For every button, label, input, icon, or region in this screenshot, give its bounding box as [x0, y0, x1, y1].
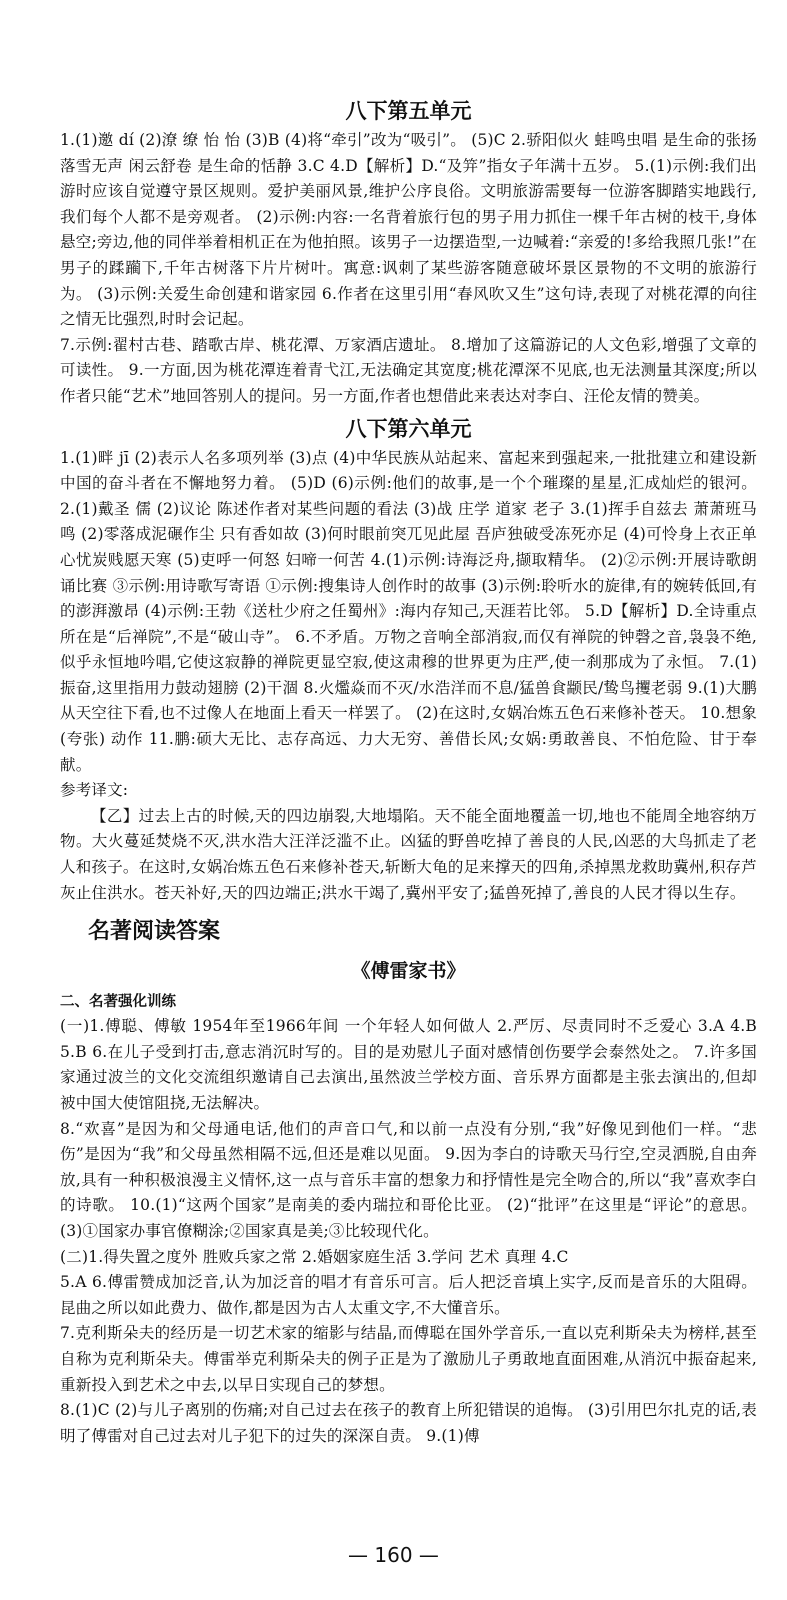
- unit6-section: [60, 412, 757, 907]
- subheading: 二、名著强化训练: [60, 994, 176, 1011]
- answer-paragraph: 1.(1)邀 dí (2)潦 缭 怡 怡 (3)B (4)将“牵引”改为“吸引”。 (5)C 2.骄阳似火 蛙鸣虫唱 是生命的张扬 落雪无声 闲云舒卷 是生命的恬静 3.C 4.D【解析】D.“及笄”指女子年满十五岁。 5.(1)示例:我们出游时应该自觉遵守景区规则。爱护美丽风景,维护公序良俗。文明旅游需要每一位游客脚踏实地践行,我们每个人都不是旁观者。 (2)示例:内容:一名背着旅行包的男子用力抓住一棵千年古树的枝干,身体悬空;旁边,他的同伴举着相机正在为他拍照。该男子一边摆造型,一边喊着:“亲爱的!多给我照几张!”在男子的蹂躏下,千年古树落下片片树叶。寓意:讽刺了某些游客随意破坏景区景物的不文明的旅游行为。 (3)示例:关爱生命创建和谐家园 6.作者在这里引用“春风吹又生”这句诗,表现了对桃花潭的向往之情无比强烈,时时会记起。: [60, 131, 757, 329]
- translation-paragraph: 【乙】过去上古的时候,天的四边崩裂,大地塌陷。天不能全面地覆盖一切,地也不能周全地容纳万物。大火蔓延焚烧不灭,洪水浩大汪洋泛滥不止。凶猛的野兽吃掉了善良的人民,凶恶的大鸟抓走了老人和孩子。在这时,女娲冶炼五色石来修补苍天,斩断大龟的足来撑天的四角,杀掉黑龙救助冀州,积存芦灰止住洪水。苍天补好,天的四边端正;洪水干竭了,冀州平安了;猛兽死掉了,善良的人民才得以生存。: [60, 806, 757, 902]
- answer-paragraph: 8.“欢喜”是因为和父母通电话,他们的声音口气,和以前一点没有分别,“我”好像见到他们一样。“悲伤”是因为“我”和父母虽然相隔不远,但还是难以见面。 9.因为李白的诗歌天马行空,空灵洒脱,自由奔放,具有一种积极浪漫主义情怀,这一点与音乐丰富的想象力和抒情性是完全吻合的,所以“我”喜欢李白的诗歌。 10.(1)“这两个国家”是南美的委内瑞拉和哥伦比亚。 (2)“批评”在这里是“评论”的意思。 (3)①国家办事官僚糊涂;②国家真是美;③比较现代化。: [60, 1119, 757, 1240]
- answer-paragraph: 1.(1)畔 jī (2)表示人名多项列举 (3)点 (4)中华民族从站起来、富起来到强起来,一批批建立和建设新中国的奋斗者在不懈地努力着。 (5)D (6)示例:他们的故事,是一个个璀璨的星星,汇成灿烂的银河。 2.(1)戴圣 儒 (2)议论 陈述作者对某些问题的看法 (3)战 庄学 道家 老子 3.(1)挥手自兹去 萧萧班马鸣 (2)零落成泥碾作尘 只有香如故 (3)何时眼前突兀见此屋 吾庐独破受冻死亦足 (4)可怜身上衣正单 心忧炭贱愿天寒 (5)吏呼一何怒 妇啼一何苦 4.(1)示例:诗海泛舟,撷取精华。 (2)②示例:开展诗歌朗诵比赛 ③示例:用诗歌写寄语 ①示例:搜集诗人创作时的故事 (3)示例:聆听水的旋律,有的婉转低回,有的澎湃激昂 (4)示例:王勃《送杜少府之任蜀州》:海内存知己,天涯若比邻。 5.D【解析】D.全诗重点所在是“后禅院”,不是“破山寺”。 6.不矛盾。万物之音响全部消寂,而仅有禅院的钟磬之音,袅袅不绝,似乎永恒地吟唱,它使这寂静的禅院更显空寂,使这肃穆的世界更为庄严,使一刹那成为了永恒。 7.(1)振奋,这里指用力鼓动翅膀 (2)干涸 8.火爁焱而不灭/水浩洋而不息/猛兽食颛民/鸷鸟攫老弱 9.(1)大鹏从天空往下看,也不过像人在地面上看天一样罢了。 (2)在这时,女娲冶炼五色石来修补苍天。 10.想象(夸张) 动作 11.鹏:硕大无比、志存高远、力大无穷、善借长风;女娲:勇敢善良、不怕危险、甘于奉献。: [60, 448, 757, 774]
- unit5-section: [60, 94, 757, 410]
- answer-paragraph: 7.示例:翟村古巷、踏歌古岸、桃花潭、万家酒店遗址。 8.增加了这篇游记的人文色彩,增强了文章的可读性。 9.一方面,因为桃花潭连着青弋江,无法确定其宽度;桃花潭深不见底,也无法测量其深度;所以作者只能“艺术”地回答别人的提问。另一方面,作者也想借此来表达对李白、汪伦友情的赞美。: [60, 335, 757, 405]
- unit-title: 八下第六单元: [345, 416, 472, 441]
- page-number: — 160 —: [348, 1543, 439, 1567]
- section-title: 名著阅读答案: [88, 919, 221, 945]
- answer-paragraph: (二)1.得失置之度外 胜败兵家之常 2.婚姻家庭生活 3.学问 艺术 真理 4.C: [60, 1247, 569, 1266]
- answer-paragraph: 5.A 6.傅雷赞成加泛音,认为加泛音的唱才有音乐可言。后人把泛音填上实字,反而是音乐的大阻碍。昆曲之所以如此费力、做作,都是因为古人太重文字,不大懂音乐。: [60, 1273, 757, 1317]
- answer-paragraph: (一)1.傅聪、傅敏 1954年至1966年间 一个年轻人如何做人 2.严厉、尽责同时不乏爱心 3.A 4.B 5.B 6.在儿子受到打击,意志消沉时写的。目的是劝慰儿子面对感情创伤要学会泰然处之。 7.许多国家通过波兰的文化交流组织邀请自己去演出,虽然波兰学校方面、音乐界方面都是主张去演出的,但却被中国大使馆阻挠,无法解决。: [60, 1017, 757, 1112]
- answer-content: [60, 92, 757, 1449]
- answer-paragraph: 8.(1)C (2)与儿子离别的伤痛;对自己过去在孩子的教育上所犯错误的追悔。 (3)引用巴尔扎克的话,表明了傅雷对自己过去对儿子犯下的过失的深深自责。 9.(1)傅: [60, 1401, 757, 1445]
- book-title: 《傅雷家书》: [351, 960, 466, 983]
- famous-reading-section: [60, 912, 757, 1449]
- answer-paragraph: 7.克利斯朵夫的经历是一切艺术家的缩影与结晶,而傅聪在国外学音乐,一直以克利斯朵夫为榜样,甚至自称为克利斯朵夫。傅雷举克利斯朵夫的例子正是为了激励儿子勇敢地直面困难,从消沉中振奋起来,重新投入到艺术之中去,以早日实现自己的梦想。: [60, 1324, 757, 1394]
- translation-label: 参考译文:: [60, 781, 129, 800]
- unit-title: 八下第五单元: [345, 99, 472, 123]
